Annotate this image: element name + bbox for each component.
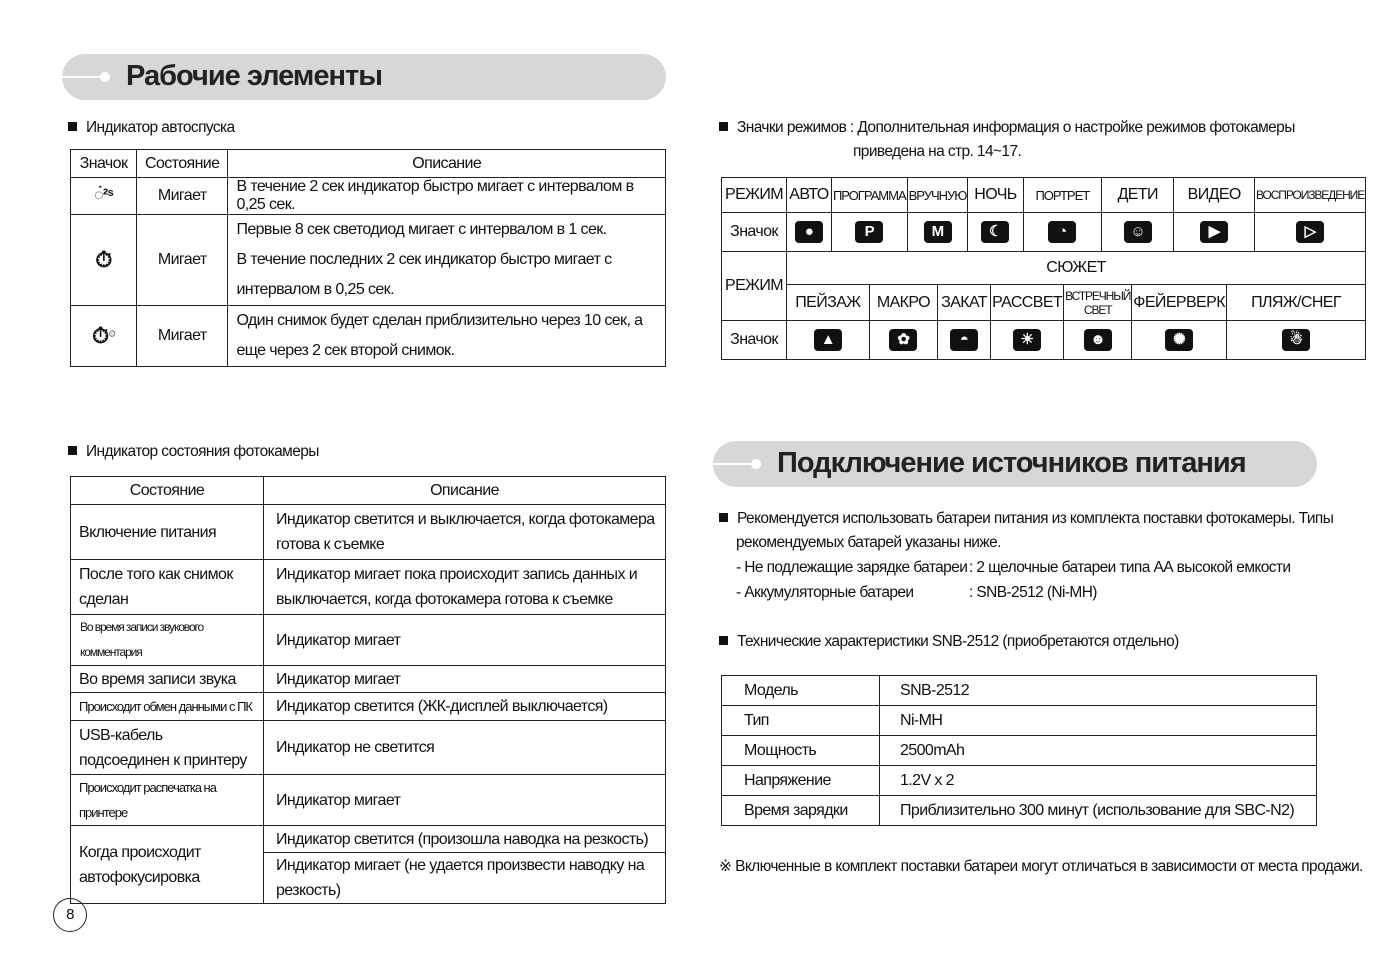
mode-5-icon: ☺ <box>1124 221 1152 243</box>
spec-label: Модель <box>722 676 880 706</box>
mode-name: ВИДЕО <box>1174 178 1255 213</box>
battery-type-value: : SNB-2512 (Ni-MH) <box>969 584 1097 601</box>
scene-5-icon: ✺ <box>1165 329 1193 351</box>
mode-name: ПОРТРЕТ <box>1023 178 1102 213</box>
timer-10s-icon: ⏱ <box>71 215 137 306</box>
spec-label: Время зарядки <box>722 796 880 826</box>
scene-name: ФЕЙЕРВЕРК <box>1132 285 1227 321</box>
mode-1-icon: P <box>855 221 883 243</box>
modes-heading: Значки режимов : Дополнительная информация о настройке режимов фотокамеры <box>719 119 1295 137</box>
status-heading: Индикатор состояния фотокамеры <box>68 443 319 461</box>
scene-0-icon: ▲ <box>814 329 842 351</box>
timer-table: Значок Состояние Описание ◌̇²ˢ Мигает В течение 2 сек индикатор быстро мигает с интервалом в 0,25 сек. ⏱ Мигает Первые 8 сек светодиод мигает с интервалом в 1 сек. В течение последних 2 сек индикатор быстро мигает с интервалом в 0,25 сек. ⏱⏲ Мигает Один снимок будет сделан приблизительно через 10 сек, а еще через 2 сек второй снимок. <box>70 149 666 367</box>
battery-type-label: - Не подлежащие зарядке батареи <box>736 559 968 576</box>
mode-7-icon: ▷ <box>1296 221 1324 243</box>
mode-0-icon: ● <box>795 221 823 243</box>
spec-row <box>722 736 1317 766</box>
scene-name: ПЕЙЗАЖ <box>786 285 869 321</box>
battery-type-value: : 2 щелочные батареи типа АА высокой емкости <box>969 559 1291 576</box>
spec-value: Ni-MH <box>880 706 1317 736</box>
spec-label: Мощность <box>722 736 880 766</box>
battery-type-label: - Аккумуляторные батареи <box>736 584 914 601</box>
spec-row <box>722 676 1317 706</box>
mode-6-icon: ▶ <box>1200 221 1228 243</box>
timer-heading: Индикатор автоспуска <box>68 119 235 137</box>
spec-value: 1.2V x 2 <box>880 766 1317 796</box>
spec-heading: Технические характеристики SNB-2512 (приобретаются отдельно) <box>719 633 1179 651</box>
spec-value: SNB-2512 <box>880 676 1317 706</box>
spec-label: Напряжение <box>722 766 880 796</box>
spec-value: 2500mAh <box>880 736 1317 766</box>
spec-row <box>722 796 1317 826</box>
mode-name: ПРОГРАММА <box>831 178 907 213</box>
timer-2s-icon: ◌̇²ˢ <box>93 187 114 204</box>
scene-6-icon: ☃ <box>1282 329 1310 351</box>
spec-row <box>722 766 1317 796</box>
spec-row <box>722 706 1317 736</box>
mode-3-icon: ☾ <box>981 221 1009 243</box>
scene-name: ВСТРЕЧНЫЙ СВЕТ <box>1064 285 1132 321</box>
scene-name: ПЛЯЖ/СНЕГ <box>1226 285 1365 321</box>
scene-1-icon: ✿ <box>889 329 917 351</box>
mode-name: НОЧЬ <box>968 178 1023 213</box>
footnote: ※ Включенные в комплект поставки батареи могут отличаться в зависимости от места продажи. <box>719 858 1363 875</box>
scene-name: ЗАКАТ <box>938 285 991 321</box>
spec-value: Приблизительно 300 минут (использование для SBC-N2) <box>880 796 1317 826</box>
spec-label: Тип <box>722 706 880 736</box>
mode-name: ДЕТИ <box>1102 178 1174 213</box>
timer-double-icon: ⏱⏲ <box>71 306 137 367</box>
scene-name: РАССВЕТ <box>991 285 1064 321</box>
section-header-controls <box>62 54 666 100</box>
recommendation-cont: рекомендуемых батарей указаны ниже. <box>736 534 1001 551</box>
mode-name: АВТО <box>786 178 831 213</box>
mode-name: ВРУЧНУЮ <box>907 178 968 213</box>
scene-3-icon: ☀ <box>1013 329 1041 351</box>
recommendation: Рекомендуется использовать батареи питания из комплекта поставки фотокамеры. Типы <box>719 510 1333 528</box>
mode-4-icon: ◔ <box>1048 221 1076 243</box>
mode-name: ВОСПРОИЗВЕДЕНИЕ <box>1255 178 1366 213</box>
scene-2-icon: ◓ <box>950 329 978 351</box>
section-title: Рабочие элементы <box>126 60 382 92</box>
page-number: 8 <box>53 898 87 932</box>
modes-heading-cont: приведена на стр. 14~17. <box>853 143 1022 160</box>
section-title: Подключение источников питания <box>777 447 1246 479</box>
status-table: Состояние Описание Включение питания Индикатор светится и выключается, когда фотокамера готова к съемке После того как снимок сделан Индикатор мигает пока происходит запись данных и выключается, когда фотокамера готова к съемке Во время записи звукового комментария Индикатор мигает Во время записи звука Индикатор мигает Происходит обмен данными с ПК Индикатор светится (ЖК-дисплей выключается) USB-кабель подсоединен к принтеру Индикатор не светится Происходит распечатка на принтере Индикатор мигает Когда происходит автофокусировка Индикатор светится (произошла наводка на резкость) Индикатор мигает (не удается произвести наводку на резкость) <box>70 476 666 904</box>
modes-table: РЕЖИМ АВТО ПРОГРАММА ВРУЧНУЮ НОЧЬ ПОРТРЕТ ДЕТИ ВИДЕО ВОСПРОИЗВЕДЕНИЕ Значок ● P M ☾ ◔ ☺ ▶ ▷ РЕЖИМ СЮЖЕТ ПЕЙЗАЖ МАКРО ЗАКАТ РАССВЕТ ВСТРЕЧНЫЙ СВЕТ ФЕЙЕРВЕРК ПЛЯЖ/СНЕГ Значок ▲ ✿ ◓ ☀ ☻ ✺ ☃ <box>721 177 1366 360</box>
scene-name: МАКРО <box>869 285 937 321</box>
scene-4-icon: ☻ <box>1084 329 1112 351</box>
spec-table <box>721 675 1317 826</box>
section-header-power <box>713 441 1317 487</box>
mode-2-icon: M <box>924 221 952 243</box>
